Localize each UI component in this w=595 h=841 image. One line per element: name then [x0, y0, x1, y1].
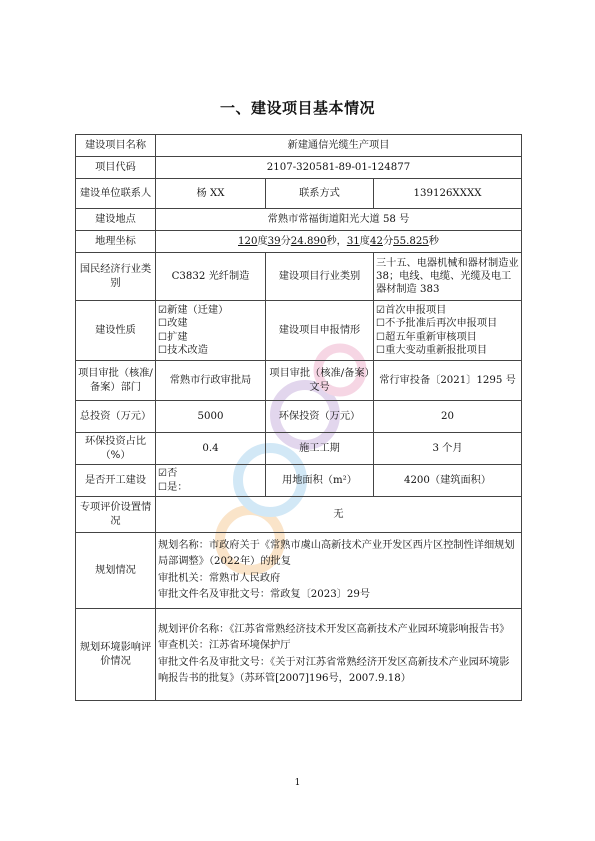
started-option-no[interactable]: ☑否 [158, 468, 178, 480]
section-title: 一、建设项目基本情况 [219, 99, 375, 117]
industry-label: 国民经济行业类别 [76, 253, 156, 301]
nature-options [156, 301, 266, 361]
plan-env-document: 审批文件名及审批文号：《关于对江苏省常熟经济开发区高新技术产业园环境影响报告书的批复》（苏环管[2007]196号，2007.9.18） [158, 656, 510, 684]
filing-type-options [374, 301, 522, 361]
unit-second: 秒 [326, 235, 337, 247]
planning-content [156, 533, 522, 609]
lon-degrees: 120 [238, 235, 258, 247]
plan-env-authority: 审查机关：江苏省环境保护厅 [158, 640, 291, 651]
nature-option-rebuild[interactable]: ☐改建 [158, 318, 188, 330]
investment-value: 5000 [156, 401, 266, 433]
unit-minute: 分 [382, 235, 394, 247]
filing-type-label: 建设项目申报情形 [266, 301, 374, 361]
row-location [76, 209, 522, 231]
investment-label: 总投资（万元） [76, 401, 156, 433]
page-number: 1 [294, 778, 301, 788]
plan-env-content [156, 609, 522, 701]
lat-degrees: 31 [346, 235, 360, 247]
construction-period-label: 施工工期 [266, 433, 374, 465]
row-project-code [76, 157, 522, 179]
planning-document: 审批文件名及审批文号：常政复〔2023〕29号 [158, 589, 371, 600]
row-coords [76, 231, 522, 253]
unit-second: 秒 [428, 235, 439, 247]
location-label: 建设地点 [76, 209, 156, 231]
unit-minute: 分 [280, 235, 291, 247]
row-investment [76, 401, 522, 433]
project-code-value: 2107-320581-89-01-124877 [156, 157, 522, 179]
row-special-eval [76, 497, 522, 533]
started-option-yes[interactable]: ☐是： [158, 481, 188, 493]
phone-label: 联系方式 [266, 179, 374, 209]
plan-env-name: 规划评价名称：《江苏省常熟经济技术开发区高新技术产业园环境影响报告书》 [158, 623, 510, 635]
started-label: 是否开工建设 [76, 465, 156, 497]
construction-period-value: 3 个月 [374, 433, 522, 465]
special-eval-value: 无 [156, 497, 522, 533]
row-nature [76, 301, 522, 361]
filing-option-first[interactable]: ☑首次申报项目 [376, 305, 447, 317]
lat-minutes: 42 [369, 235, 383, 247]
row-approval [76, 361, 522, 401]
env-ratio-value: 0.4 [156, 433, 266, 465]
filing-option-resubmit[interactable]: ☐不予批准后再次申报项目 [376, 318, 498, 330]
coord-separator: ， [336, 235, 347, 247]
plan-env-label: 规划环境影响评价情况 [76, 609, 156, 701]
nature-option-expand[interactable]: ☐扩建 [158, 331, 188, 343]
project-name-value: 新建通信光缆生产项目 [156, 135, 522, 157]
coords-label: 地理坐标 [76, 231, 156, 253]
unit-degree: 度 [359, 235, 370, 247]
planning-name: 规划名称：市政府关于《常熟市虞山高新技术产业开发区西片区控制性详细规划局部调整》（2022年）的批复 [158, 539, 515, 567]
row-plan-env [76, 609, 522, 701]
land-area-label: 用地面积（m²） [266, 465, 374, 497]
project-industry-label: 建设项目行业类别 [266, 253, 374, 301]
coords-value [156, 231, 522, 253]
industry-value: C3832 光纤制造 [156, 253, 266, 301]
lon-seconds: 24.890 [290, 235, 327, 247]
nature-option-tech[interactable]: ☐技术改造 [158, 344, 208, 356]
phone-value: 139126XXXX [374, 179, 522, 209]
row-started [76, 465, 522, 497]
approval-number-label: 项目审批（核准/备案）文号 [266, 361, 374, 401]
nature-label: 建设性质 [76, 301, 156, 361]
project-info-table [75, 134, 522, 701]
started-options [156, 465, 266, 497]
env-investment-value: 20 [374, 401, 522, 433]
lat-seconds: 55.825 [393, 235, 429, 247]
approval-number-value: 常行审投备〔2021〕1295 号 [374, 361, 522, 401]
planning-authority: 审批机关：常熟市人民政府 [158, 572, 281, 584]
location-value: 常熟市常福街道阳光大道 58 号 [156, 209, 522, 231]
nature-option-new[interactable]: ☑新建（迁建） [158, 305, 229, 317]
contact-label: 建设单位联系人 [76, 179, 156, 209]
row-industry [76, 253, 522, 301]
env-ratio-label: 环保投资占比（%） [76, 433, 156, 465]
project-name-label: 建设项目名称 [76, 135, 156, 157]
project-industry-value: 三十五、电器机械和器材制造业 38；电线、电缆、光缆及电工器材制造 383 [374, 253, 522, 301]
planning-label: 规划情况 [76, 533, 156, 609]
filing-option-major-change[interactable]: ☐重大变动重新报批项目 [376, 344, 488, 356]
row-planning [76, 533, 522, 609]
special-eval-label: 专项评价设置情况 [76, 497, 156, 533]
filing-option-fiveyear[interactable]: ☐超五年重新审核项目 [376, 331, 477, 343]
row-project-name [76, 135, 522, 157]
env-investment-label: 环保投资（万元） [266, 401, 374, 433]
approval-dept-value: 常熟市行政审批局 [156, 361, 266, 401]
row-contact [76, 179, 522, 209]
contact-value: 杨 XX [156, 179, 266, 209]
row-env-ratio [76, 433, 522, 465]
project-code-label: 项目代码 [76, 157, 156, 179]
approval-dept-label: 项目审批（核准/备案）部门 [76, 361, 156, 401]
lon-minutes: 39 [267, 235, 281, 247]
unit-degree: 度 [257, 235, 268, 247]
land-area-value: 4200（建筑面积） [374, 465, 522, 497]
